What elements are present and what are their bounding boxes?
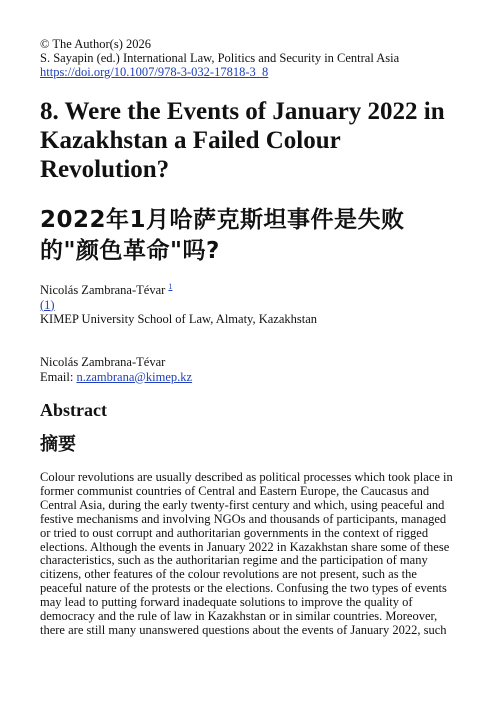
- abstract-line: former communist countries of Central and Eastern Europe, the Caucasus and: [40, 483, 430, 498]
- title-zh-line: 2022年1月哈萨克斯坦事件是失败: [40, 207, 405, 233]
- abstract-line: elections. Although the events in January 2022 in Kazakhstan share some of these: [40, 539, 450, 554]
- abstract-heading-chinese: 摘要: [40, 434, 76, 455]
- doi-link[interactable]: https://doi.org/10.1007/978-3-032-17818-3_8: [40, 64, 269, 79]
- abstract-line: democracy and the rule of law in Kazakhstan or in similar countries. Moreover,: [40, 609, 438, 624]
- abstract-line: festive mechanisms and involving NGOs and thousands of participants, managed: [40, 511, 447, 526]
- abstract-line: characteristics, such as the authoritarian regime and the participation of many: [40, 553, 428, 568]
- title-en-line: Kazakhstan a Failed Colour: [40, 127, 341, 154]
- abstract-line: or tried to oust corrupt and authoritarian governments in the context of rigged: [40, 525, 429, 540]
- book-citation: S. Sayapin (ed.) International Law, Politics and Security in Central Asia: [40, 50, 400, 65]
- contact-name: Nicolás Zambrana-Tévar: [40, 355, 166, 369]
- abstract-line: Colour revolutions are usually described as political processes which took place in: [40, 470, 453, 484]
- abstract-line: may lead to putting forward inadequate solutions to improve the quality of: [40, 595, 413, 610]
- copyright-line: © The Author(s) 2026: [40, 37, 151, 51]
- abstract-line: Central Asia, during the early twenty-first century and which, using peaceful and: [40, 497, 445, 512]
- contact-block: [40, 355, 192, 384]
- author-block: [40, 280, 317, 327]
- title-en-line: 8. Were the Events of January 2022 in: [40, 98, 445, 125]
- abstract-line: citizens, other features of the colour revolutions are not present, such as the: [40, 567, 417, 582]
- publication-meta: [40, 38, 399, 79]
- abstract-text: [40, 471, 480, 638]
- email-link[interactable]: n.zambrana@kimep.kz: [76, 369, 193, 384]
- title-en-line: Revolution?: [40, 156, 170, 183]
- author-name: Nicolás Zambrana-Tévar: [40, 283, 166, 298]
- affiliation-ref-link[interactable]: (1): [40, 297, 55, 312]
- affiliation-superscript-link[interactable]: 1: [168, 282, 173, 291]
- chapter-title-english: [40, 97, 480, 184]
- abstract-line: peaceful nature of the protests or the elections. Confusing the two types of events: [40, 581, 447, 596]
- email-label: Email:: [40, 369, 74, 384]
- affiliation-text: KIMEP University School of Law, Almaty, Kazakhstan: [40, 312, 318, 327]
- chapter-title-chinese: [40, 205, 480, 267]
- title-zh-line: 的"颜色革命"吗?: [40, 238, 220, 264]
- abstract-line: there are still many unanswered questions about the events of January 2022, such: [40, 622, 447, 637]
- abstract-heading-english: Abstract: [40, 400, 107, 420]
